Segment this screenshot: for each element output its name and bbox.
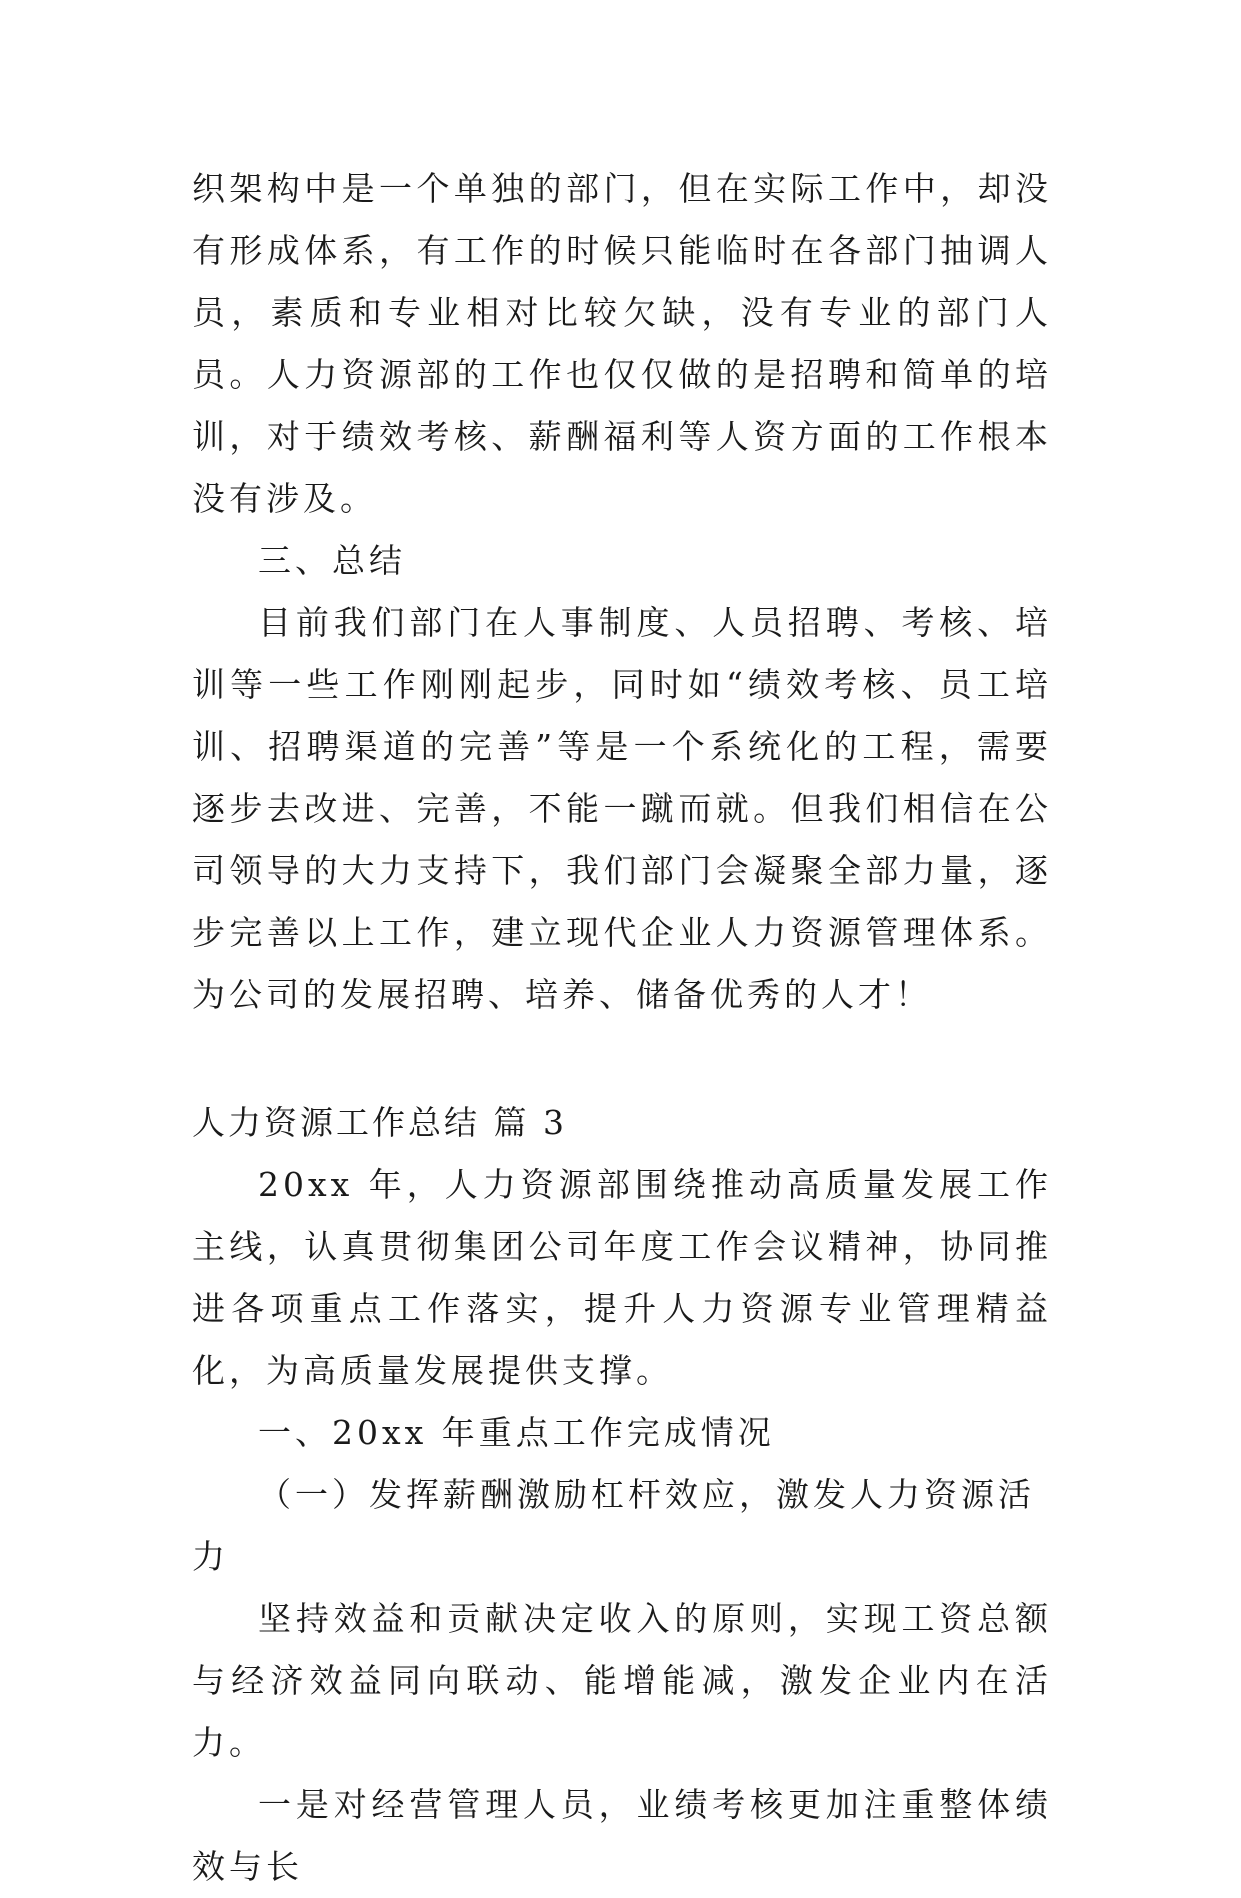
paragraph-summary: 目前我们部门在人事制度、人员招聘、考核、培训等一些工作刚刚起步，同时如“绩效考核、员工培训、招聘渠道的完善”等是一个系统化的工程，需要逐步去改进、完善，不能一蹴而就。但我们相信在公司领导的大力支持下，我们部门会凝聚全部力量，逐步完善以上工作，建立现代企业人力资源管理体系。为公司的发展招聘、培养、储备优秀的人才！ [192,603,1052,1014]
document-body [192,158,1052,1898]
paragraph-intro: 20xx 年，人力资源部围绕推动高质量发展工作主线，认真贯彻集团公司年度工作会议精神，协同推进各项重点工作落实，提升人力资源专业管理精益化，为高质量发展提供支撑。 [192,1165,1052,1390]
paragraph-principle: 坚持效益和贡献决定收入的原则，实现工资总额与经济效益同向联动、能增能减，激发企业内在活力。 [192,1599,1052,1762]
heading-sub-one: （一）发挥薪酬激励杠杆效应，激发人力资源活力 [192,1475,1035,1576]
paragraph-first-point: 一是对经营管理人员，业绩考核更加注重整体绩效与长 [192,1785,1052,1886]
heading-key-work: 一、20xx 年重点工作完成情况 [258,1413,775,1452]
paragraph-continued: 织架构中是一个单独的部门，但在实际工作中，却没有形成体系，有工作的时候只能临时在各部门抽调人员，素质和专业相对比较欠缺，没有专业的部门人员。人力资源部的工作也仅仅做的是招聘和简单的培训，对于绩效考核、薪酬福利等人资方面的工作根本没有涉及。 [192,169,1052,518]
heading-summary: 三、总结 [258,541,406,580]
article-title: 人力资源工作总结 篇 3 [192,1103,567,1142]
